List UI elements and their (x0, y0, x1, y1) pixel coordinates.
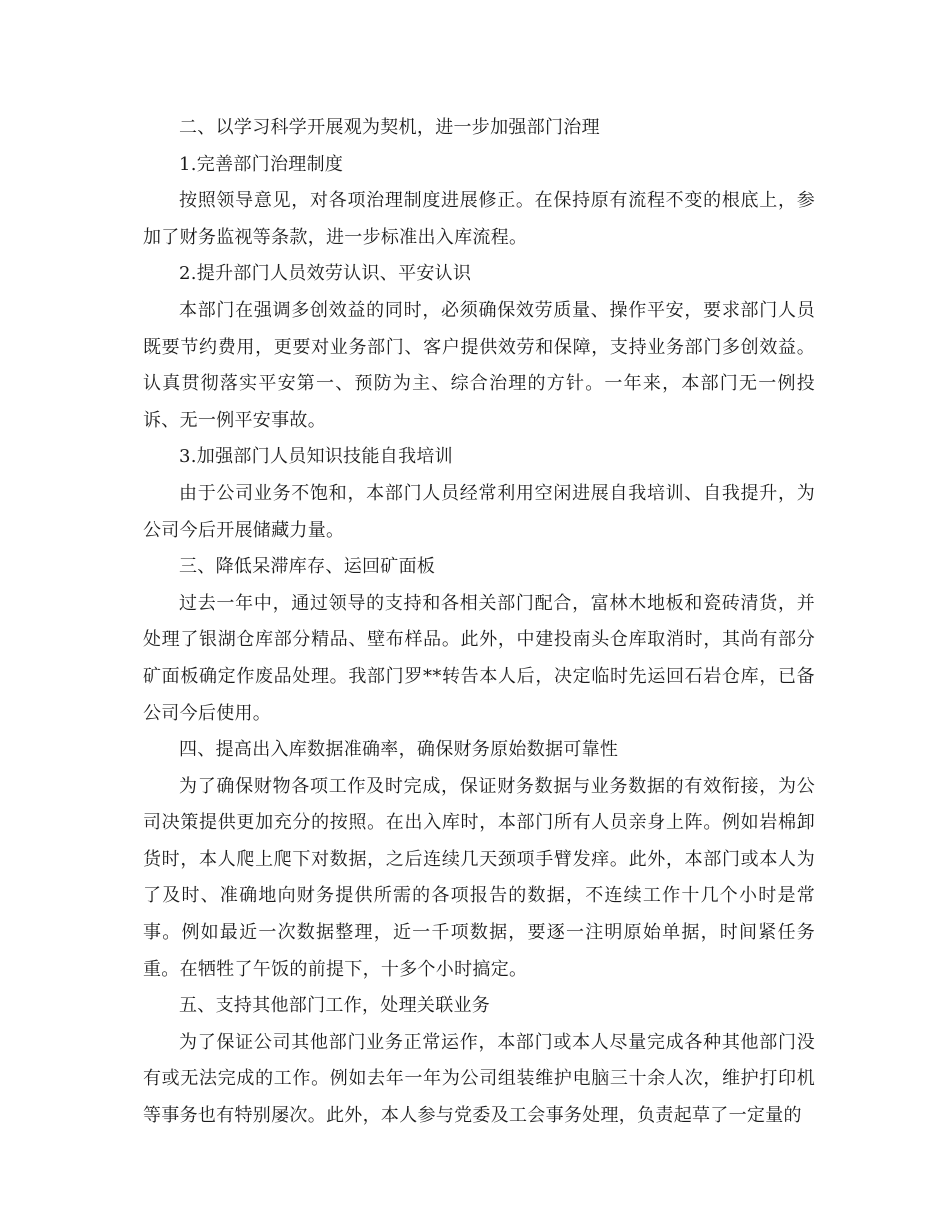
subsection-heading: 2.提升部门人员效劳认识、平安认识 (179, 263, 472, 285)
subsection-heading: 1.完善部门治理制度 (179, 153, 344, 175)
body-paragraph: 过去一年中，通过领导的支持和各相关部门配合，富林木地板和瓷砖清货，并处理了银湖仓库部分精品、壁布样品。此外，中建投南头仓库取消时，其尚有部分矿面板确定作废品处理。我部门罗**转告本人后，决定临时先运回石岩仓库，已备公司今后使用。 (143, 592, 815, 724)
body-paragraph: 为了保证公司其他部门业务正常运作，本部门或本人尽量完成各种其他部门没有或无法完成的工作。例如去年一年为公司组装维护电脑三十余人次，维护打印机等事务也有特别屡次。此外，本人参与党委及工会事务处理，负责起草了一定量的 (143, 1031, 815, 1127)
body-paragraph: 本部门在强调多创效益的同时，必须确保效劳质量、操作平安，要求部门人员既要节约费用，更要对业务部门、客户提供效劳和保障，支持业务部门多创效益。认真贯彻落实平安第一、预防为主、综合治理的方针。一年来，本部门无一例投诉、无一例平安事故。 (143, 299, 815, 431)
section-heading: 五、支持其他部门工作，处理关联业务 (179, 995, 491, 1017)
section-heading: 四、提高出入库数据准确率，确保财务原始数据可靠性 (179, 739, 619, 761)
section-heading: 二、以学习科学开展观为契机，进一步加强部门治理 (179, 117, 600, 138)
body-paragraph: 按照领导意见，对各项治理制度进展修正。在保持原有流程不变的根底上，参加了财务监视等条款，进一步标准出入库流程。 (143, 190, 815, 248)
body-paragraph: 为了确保财物各项工作及时完成，保证财务数据与业务数据的有效衔接，为公司决策提供更加充分的按照。在出入库时，本部门所有人员亲身上阵。例如岩棉卸货时，本人爬上爬下对数据，之后连续几天颈项手臂发痒。此外，本部门或本人为了及时、准确地向财务提供所需的各项报告的数据，不连续工作十几个小时是常事。例如最近一次数据整理，近一千项数据，要逐一注明原始单据，时间紧任务重。在牺牲了午饭的前提下，十多个小时搞定。 (143, 775, 815, 980)
body-paragraph: 由于公司业务不饱和，本部门人员经常利用空闲进展自我培训、自我提升，为公司今后开展储藏力量。 (143, 482, 815, 541)
document-body (143, 110, 815, 1135)
section-heading: 三、降低呆滞库存、运回矿面板 (179, 556, 436, 578)
subsection-heading: 3.加强部门人员知识技能自我培训 (179, 446, 453, 468)
